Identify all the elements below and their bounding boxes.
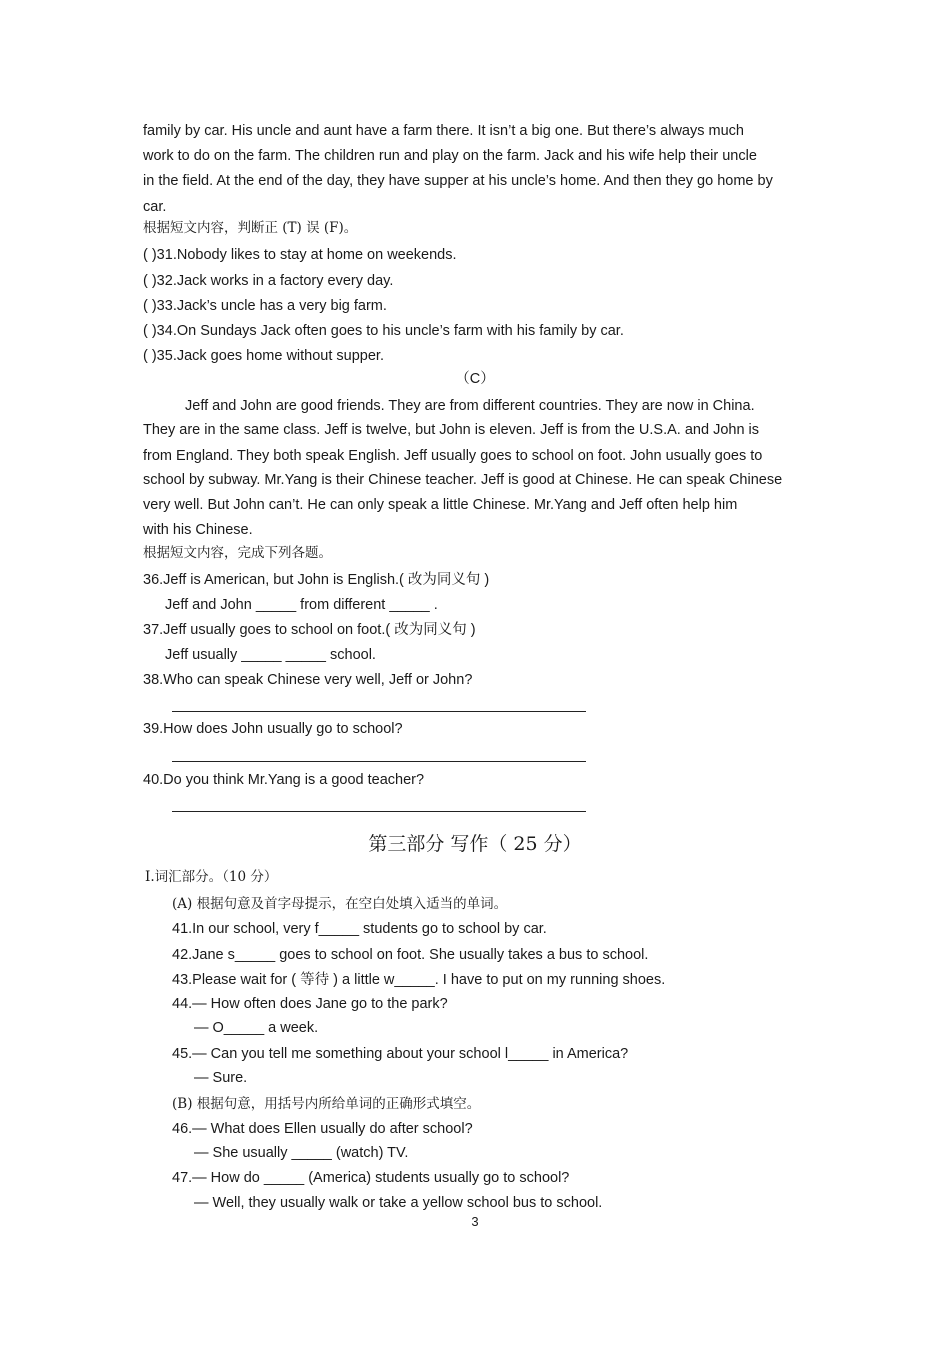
question-37-answer: Jeff usually _____ _____ school. xyxy=(165,647,376,663)
question-37: 37.Jeff usually goes to school on foot.( 改为同义句 ) xyxy=(143,622,476,638)
question-43: 43.Please wait for ( 等待 ) a little w_____. I have to put on my running shoes. xyxy=(172,972,666,988)
question-45-reply: — Sure. xyxy=(194,1070,248,1086)
answer-line-39 xyxy=(172,761,586,762)
question-44: 44.— How often does Jane go to the park? xyxy=(172,996,448,1012)
question-35: ( )35.Jack goes home without supper. xyxy=(143,348,384,364)
question-42: 42.Jane s_____ goes to school on foot. She usually takes a bus to school. xyxy=(172,947,649,963)
passage-b-line-4: car. xyxy=(143,199,167,215)
question-38: 38.Who can speak Chinese very well, Jeff or John? xyxy=(143,672,473,688)
question-46-reply: — She usually _____ (watch) TV. xyxy=(194,1145,409,1161)
question-41: 41.In our school, very f_____ students go to school by car. xyxy=(172,921,547,937)
question-36-answer: Jeff and John _____ from different _____ . xyxy=(165,597,438,613)
passage-c-line-4: school by subway. Mr.Yang is their Chinese teacher. Jeff is good at Chinese. He can speak Chinese xyxy=(143,472,783,488)
question-46: 46.— What does Ellen usually do after school? xyxy=(172,1121,473,1137)
question-33: ( )33.Jack’s uncle has a very big farm. xyxy=(143,298,387,314)
answer-line-40 xyxy=(172,811,586,812)
passage-c-line-1: Jeff and John are good friends. They are from different countries. They are now in China. xyxy=(185,398,755,414)
passage-c-line-2: They are in the same class. Jeff is twelve, but John is eleven. Jeff is from the U.S.A. and John is xyxy=(143,422,760,438)
question-47: 47.— How do _____ (America) students usually go to school? xyxy=(172,1170,570,1186)
question-34: ( )34.On Sundays Jack often goes to his uncle’s farm with his family by car. xyxy=(143,323,624,339)
passage-b-line-2: work to do on the farm. The children run and play on the farm. Jack and his wife help their uncle xyxy=(143,148,757,164)
passage-b-line-1: family by car. His uncle and aunt have a farm there. It isn’t a big one. But there’s always much xyxy=(143,123,744,139)
question-32: ( )32.Jack works in a factory every day. xyxy=(143,273,394,289)
question-39: 39.How does John usually go to school? xyxy=(143,721,403,737)
question-44-reply: — O_____ a week. xyxy=(194,1020,319,1036)
question-36: 36.Jeff is American, but John is English.( 改为同义句 ) xyxy=(143,572,490,588)
passage-c-heading: （C） xyxy=(455,371,495,387)
passage-c-line-6: with his Chinese. xyxy=(143,522,253,538)
passage-b-line-3: in the field. At the end of the day, they have supper at his uncle’s home. And then they go home by xyxy=(143,173,773,189)
passage-b-instruction: 根据短文内容，判断正 (T) 误 (F)。 xyxy=(143,220,358,236)
question-47-reply: — Well, they usually walk or take a yellow school bus to school. xyxy=(194,1195,603,1211)
question-40: 40.Do you think Mr.Yang is a good teacher? xyxy=(143,772,425,788)
passage-c-line-3: from England. They both speak English. Jeff usually goes to school on foot. John usually goes to xyxy=(143,448,763,464)
passage-c-instruction: 根据短文内容，完成下列各题。 xyxy=(143,545,332,561)
subsection-a-instruction: (A) 根据句意及首字母提示，在空白处填入适当的单词。 xyxy=(172,896,508,912)
vocab-heading: Ⅰ.词汇部分。（10 分） xyxy=(145,869,278,885)
question-45: 45.— Can you tell me something about your school l_____ in America? xyxy=(172,1046,629,1062)
page-number: 3 xyxy=(471,1214,479,1229)
part-3-title: 第三部分 写作（ 25 分） xyxy=(368,833,582,855)
answer-line-38 xyxy=(172,711,586,712)
subsection-b-instruction: (B) 根据句意，用括号内所给单词的正确形式填空。 xyxy=(172,1096,481,1112)
passage-c-line-5: very well. But John can’t. He can only speak a little Chinese. Mr.Yang and Jeff often help him xyxy=(143,497,738,513)
question-31: ( )31.Nobody likes to stay at home on weekends. xyxy=(143,247,457,263)
